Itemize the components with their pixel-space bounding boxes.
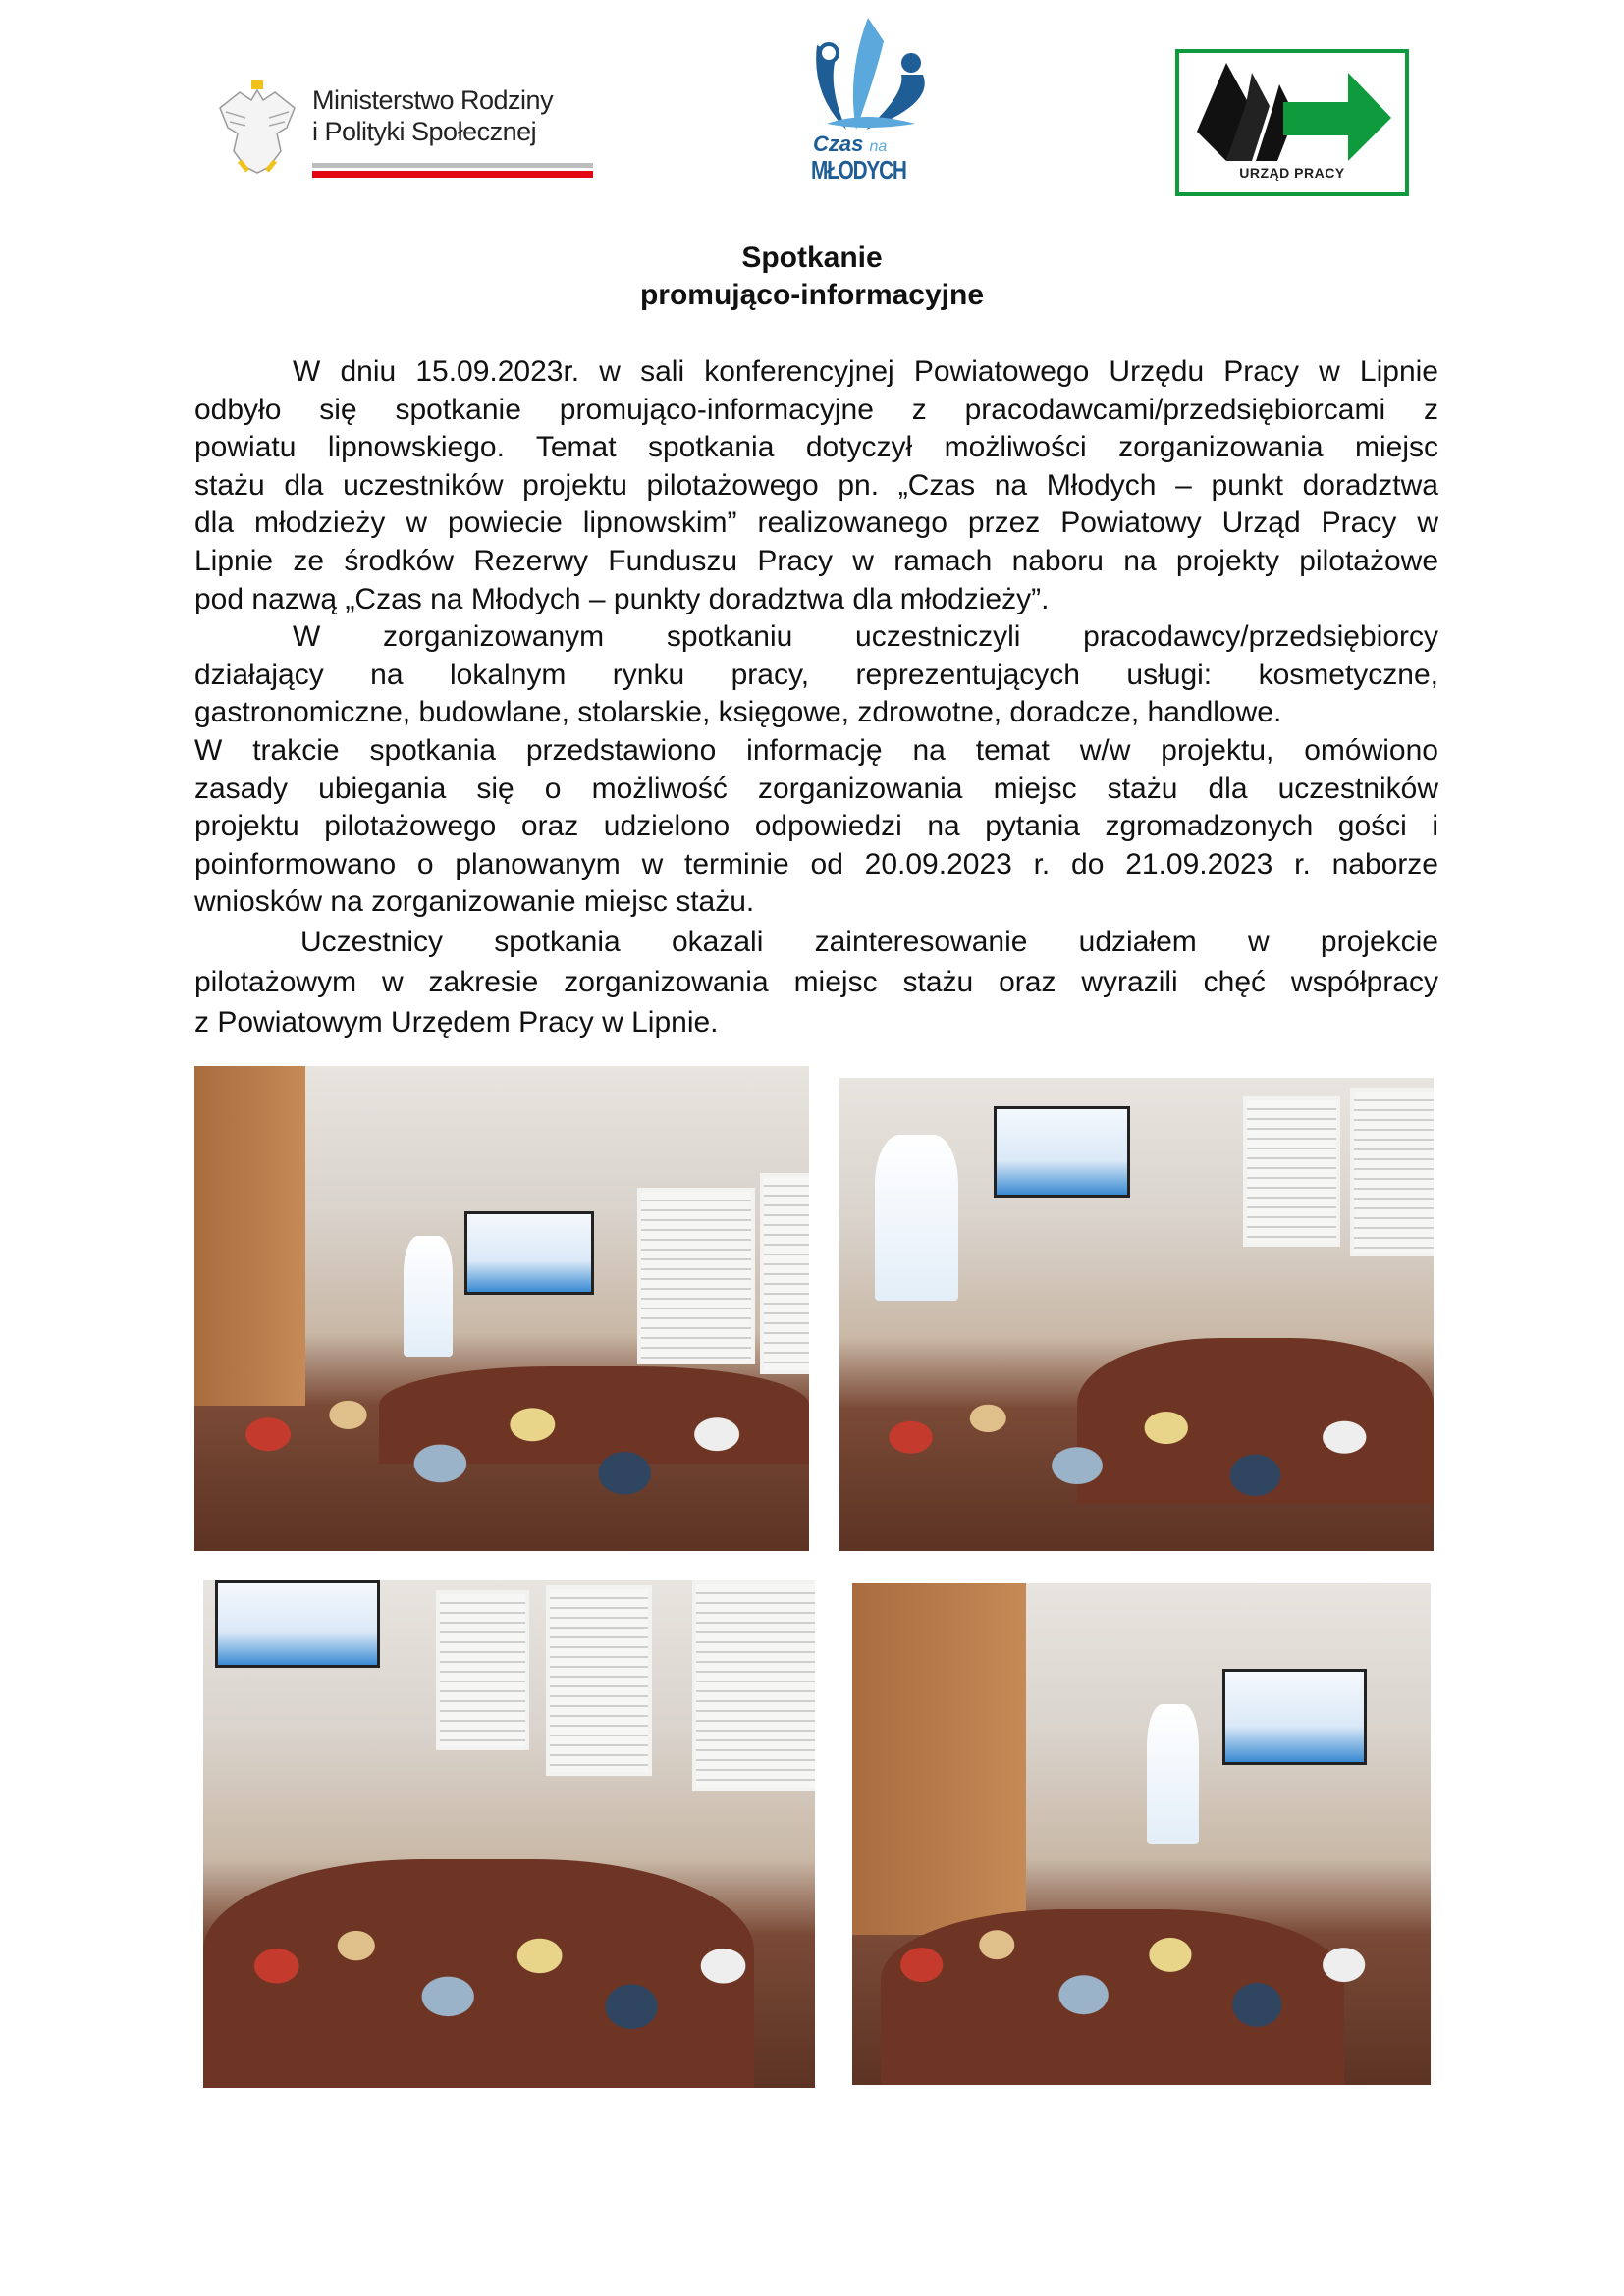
red-stripe: [312, 171, 593, 178]
body-line: W trakcie spotkania przedstawiono informację na temat w/w projektu, omówiono: [194, 733, 1438, 767]
body-text: [194, 353, 1438, 1042]
meeting-photo-2: [839, 1078, 1434, 1551]
body-line: W dniu 15.09.2023r. w sali konferencyjnej Powiatowego Urzędu Pracy w Lipnie: [293, 355, 1438, 388]
eagle-emblem-icon: [216, 79, 298, 177]
body-line: dla młodzieży w powiecie lipnowskim” realizowanego przez Powiatowy Urząd Pracy w: [194, 507, 1438, 540]
meeting-photo-1: [194, 1066, 809, 1551]
body-line: poinformowano o planowanym w terminie od 20.09.2023 r. do 21.09.2023 r. naborze: [194, 847, 1438, 881]
urzad-pracy-logo: [1175, 49, 1409, 196]
czas-na-mlodych-logo: [807, 16, 950, 187]
body-line: pod nazwą „Czas na Młodych – punkty doradztwa dla młodzieży”.: [194, 582, 1050, 615]
ministry-logo: [216, 79, 599, 177]
body-line: projektu pilotażowego oraz udzielono odpowiedzi na pytania zgromadzonych gości i: [194, 810, 1438, 843]
logo-czas: Czas na: [813, 132, 888, 156]
meeting-photo-4: [852, 1583, 1431, 2085]
body-line: odbyło się spotkanie promująco-informacyjne z pracodawcami/przedsiębiorcami z: [194, 393, 1438, 426]
body-line: zasady ubiegania się o możliwość zorganizowania miejsc stażu dla uczestników: [194, 772, 1438, 805]
body-line: powiatu lipnowskiego. Temat spotkania dotyczył możliwości zorganizowania miejsc: [194, 431, 1438, 464]
grey-stripe: [312, 163, 593, 168]
body-line: W zorganizowanym spotkaniu uczestniczyli pracodawcy/przedsiębiorcy: [293, 620, 1438, 654]
document-title: Spotkanie: [741, 241, 883, 274]
body-line: Uczestnicy spotkania okazali zainteresowanie udziałem w projekcie: [300, 925, 1438, 958]
meeting-photo-3: [203, 1580, 815, 2088]
urzad-pracy-label: URZĄD PRACY: [1239, 165, 1345, 181]
ministry-name-line2: i Polityki Społecznej: [312, 117, 537, 146]
logo-mlodych: MŁODYCH: [811, 155, 906, 185]
body-line: Lipnie ze środków Rezerwy Funduszu Pracy w ramach naboru na projekty pilotażowe: [194, 544, 1438, 577]
body-line: gastronomiczne, budowlane, stolarskie, księgowe, zdrowotne, doradcze, handlowe.: [194, 696, 1282, 729]
arrow-icon: [1187, 63, 1397, 161]
body-line: wniosków na zorganizowanie miejsc stażu.: [194, 885, 755, 919]
document-subtitle: promująco-informacyjne: [639, 279, 985, 311]
body-line: działający na lokalnym rynku pracy, reprezentujących usługi: kosmetyczne,: [194, 658, 1438, 691]
body-line: pilotażowym w zakresie zorganizowania miejsc stażu oraz wyrazili chęć współpracy: [194, 965, 1438, 998]
body-line: z Powiatowym Urzędem Pracy w Lipnie.: [194, 1006, 719, 1040]
figures-icon: [807, 16, 950, 133]
body-line: stażu dla uczestników projektu pilotażowego pn. „Czas na Młodych – punkt doradztwa: [194, 468, 1438, 502]
ministry-name-line1: Ministerstwo Rodziny: [312, 85, 554, 115]
